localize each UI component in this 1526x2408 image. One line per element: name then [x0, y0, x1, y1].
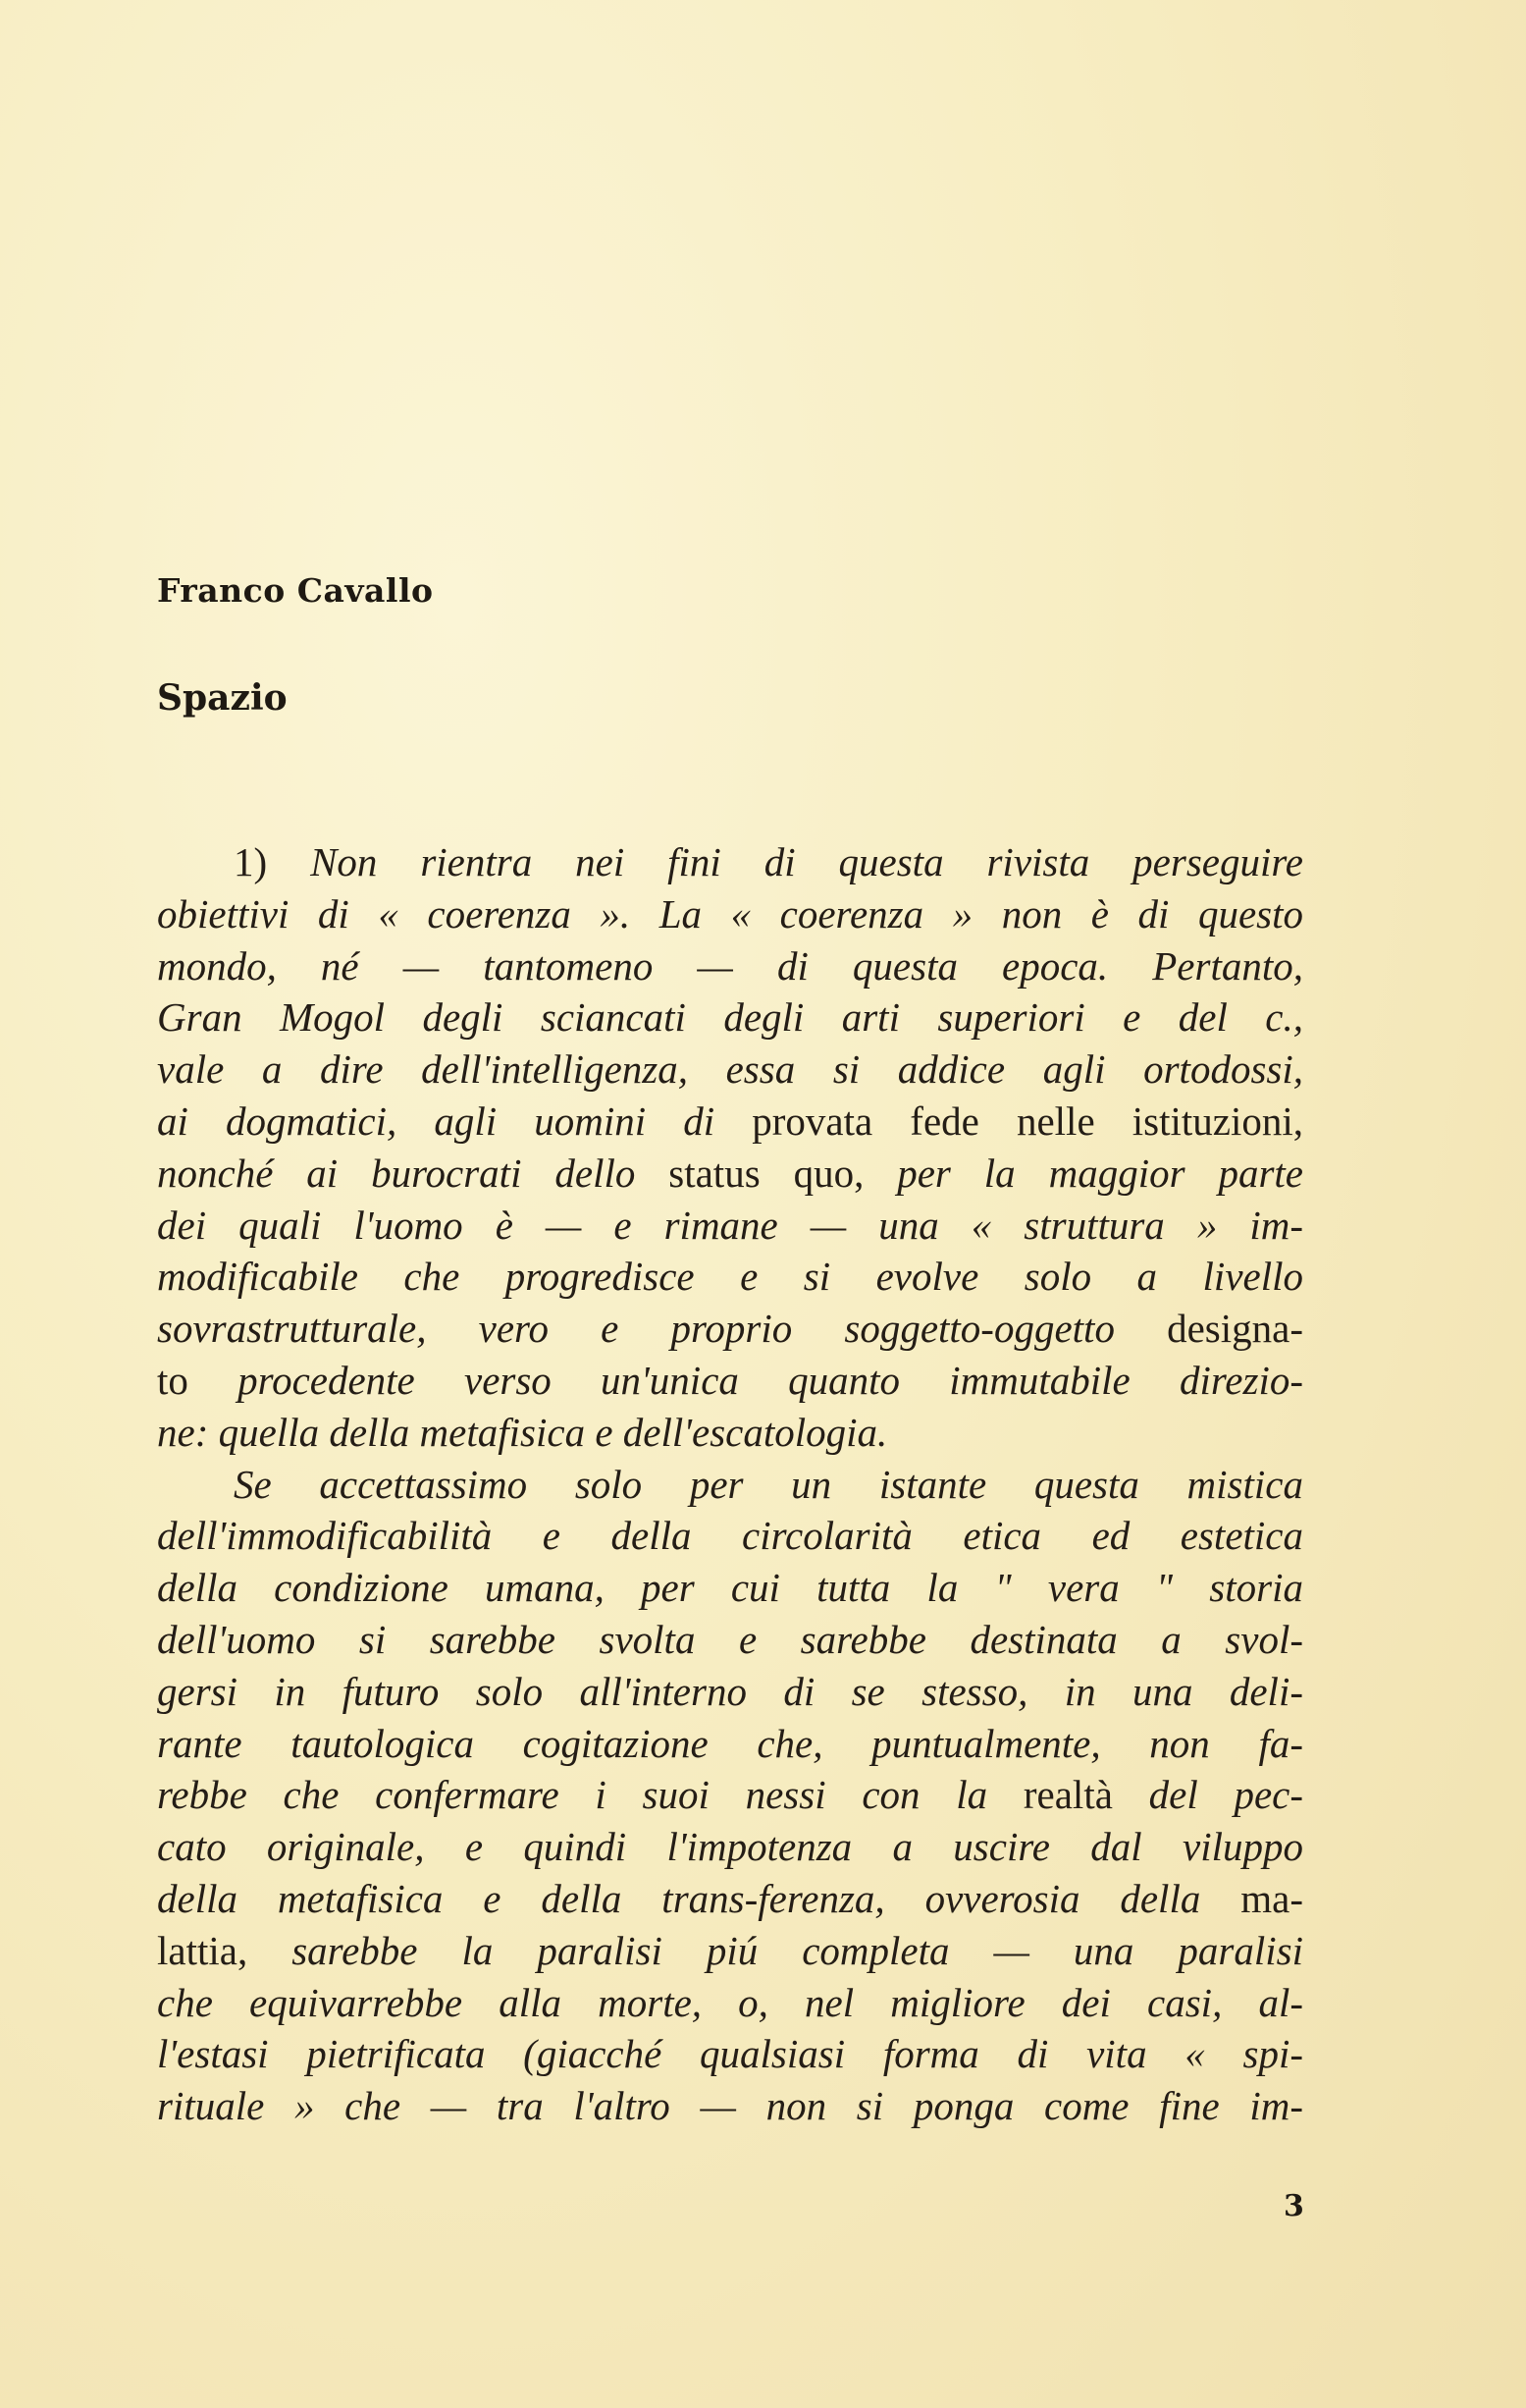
- text-run: ne: quella della metafisica e dell'escatologia.: [157, 1409, 888, 1455]
- body-text: [157, 836, 1303, 2132]
- text-line: [157, 1096, 1303, 1148]
- text-line: [157, 1407, 1303, 1459]
- author-name: Franco Cavallo: [157, 571, 434, 610]
- text-line: [157, 1821, 1303, 1873]
- text-run: modificabile che progredisce e si evolve solo a livello: [157, 1254, 1303, 1300]
- text-run: del pec-: [1148, 1772, 1304, 1818]
- text-line: [157, 1510, 1303, 1562]
- text-line: [157, 1614, 1303, 1666]
- text-run: realtà: [1023, 1772, 1149, 1818]
- text-line: [157, 1200, 1303, 1252]
- text-line: [157, 836, 1303, 888]
- text-run: gersi in futuro solo all'interno di se stesso, in una deli-: [157, 1668, 1303, 1714]
- text-run: ma-: [1240, 1875, 1303, 1921]
- text-line: [157, 1562, 1303, 1614]
- text-run: procedente verso un'unica quanto immutabile direzio-: [237, 1357, 1303, 1403]
- text-line: [157, 1043, 1303, 1096]
- text-run: Gran Mogol degli sciancati degli arti superiori e del c.,: [157, 994, 1303, 1041]
- text-run: cato originale, e quindi l'impotenza a uscire dal viluppo: [157, 1824, 1303, 1870]
- text-run: ai dogmatici, agli uomini di: [157, 1097, 753, 1144]
- text-line: [157, 1355, 1303, 1407]
- text-line: [157, 1925, 1303, 1977]
- text-run: designa-: [1167, 1306, 1303, 1352]
- text-run: provata fede nelle istituzioni,: [752, 1097, 1304, 1144]
- text-run: 1): [234, 839, 311, 884]
- text-run: sarebbe la paralisi piú completa — una paralisi: [291, 1927, 1303, 1973]
- text-run: rante tautologica cogitazione che, puntualmente, non fa-: [157, 1720, 1303, 1766]
- text-line: [157, 1251, 1303, 1303]
- essay-title: Spazio: [157, 677, 288, 719]
- text-line: [157, 1666, 1303, 1718]
- text-run: dell'uomo si sarebbe svolta e sarebbe destinata a svol-: [157, 1616, 1303, 1662]
- text-run: rituale » che — tra l'altro — non si ponga come fine im-: [157, 2083, 1303, 2129]
- text-line: [157, 1873, 1303, 1925]
- text-line: [157, 1148, 1303, 1200]
- text-run: obiettivi di « coerenza ». La « coerenza » non è di questo: [157, 890, 1303, 936]
- text-run: per la maggior parte: [897, 1150, 1303, 1196]
- text-run: Non rientra nei fini di questa rivista perseguire: [310, 839, 1303, 884]
- text-line: [157, 888, 1303, 940]
- text-run: rebbe che confermare i suoi nessi con la: [157, 1772, 1024, 1818]
- page-number: 3: [1284, 2189, 1304, 2223]
- text-run: l'estasi pietrificata (giacché qualsiasi forma di vita « spi-: [157, 2031, 1303, 2077]
- text-line: [157, 991, 1303, 1043]
- text-run: che equivarrebbe alla morte, o, nel migliore dei casi, al-: [157, 1979, 1303, 2025]
- text-line: [157, 2080, 1303, 2132]
- text-line: [157, 1459, 1303, 1511]
- text-run: dei quali l'uomo è — e rimane — una « struttura » im-: [157, 1202, 1303, 1248]
- text-run: della condizione umana, per cui tutta la " vera " storia: [157, 1565, 1303, 1611]
- text-line: [157, 1303, 1303, 1355]
- text-line: [157, 940, 1303, 992]
- text-line: [157, 2028, 1303, 2080]
- text-run: dell'immodificabilità e della circolarità etica ed estetica: [157, 1513, 1303, 1559]
- text-run: mondo, né — tantomeno — di questa epoca. Pertanto,: [157, 942, 1303, 989]
- text-run: lattia,: [157, 1927, 292, 1973]
- text-run: status quo,: [668, 1150, 898, 1196]
- text-run: nonché ai burocrati dello: [157, 1150, 669, 1196]
- text-line: [157, 1718, 1303, 1770]
- text-run: sovrastrutturale, vero e proprio soggetto-oggetto: [157, 1306, 1168, 1352]
- text-run: della metafisica e della trans-ferenza, ovverosia della: [157, 1875, 1241, 1921]
- text-run: to: [157, 1357, 238, 1403]
- text-line: [157, 1977, 1303, 2029]
- text-run: vale a dire dell'intelligenza, essa si addice agli ortodossi,: [157, 1046, 1303, 1093]
- text-run: Se accettassimo solo per un istante questa mistica: [234, 1461, 1303, 1507]
- text-line: [157, 1769, 1303, 1821]
